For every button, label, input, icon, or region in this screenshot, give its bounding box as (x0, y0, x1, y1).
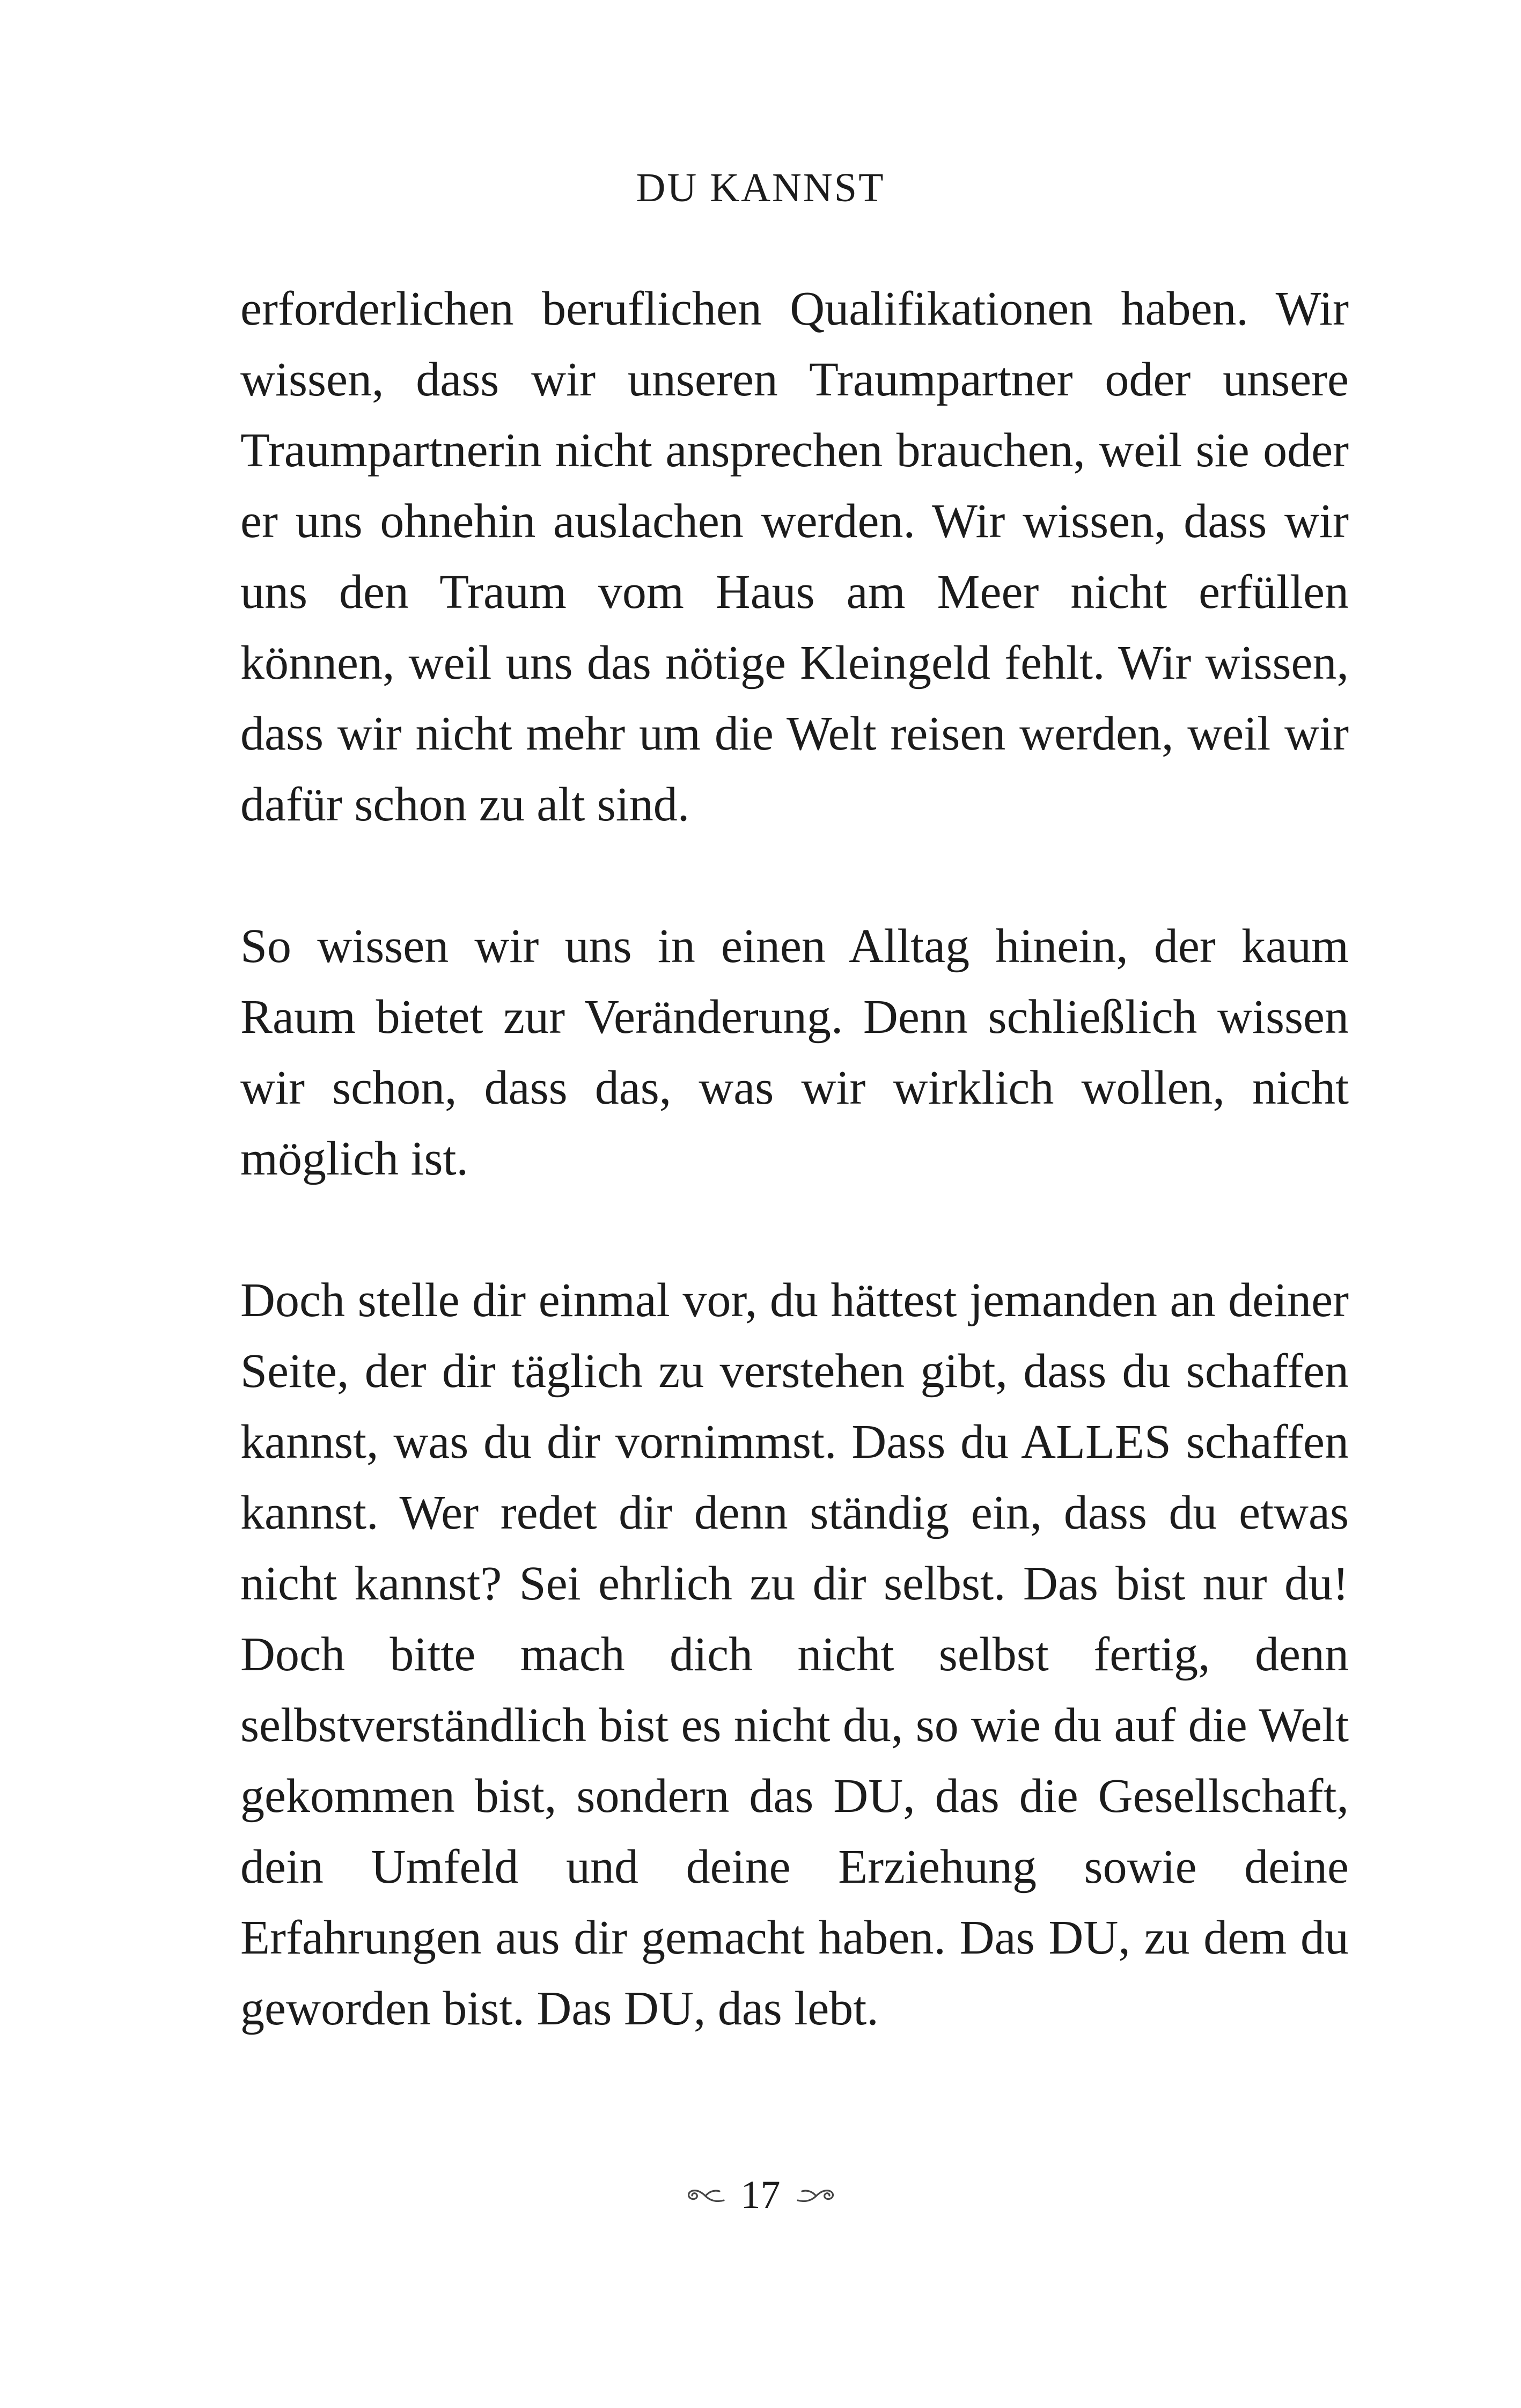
page-footer (0, 2175, 1521, 2215)
running-head: DU KANNST (636, 165, 885, 210)
paragraph-3: Doch stelle dir einmal vor, du hättest jemanden an deiner Seite, der dir täglich zu verstehen gibt, dass du schaffen kannst, was du dir vornimmst. Dass du ALLES schaffen kannst. Wer redet dir denn ständig ein, dass du etwas nicht kannst? Sei ehrlich zu dir selbst. Das bist nur du! Doch bitte mach dich nicht selbst fertig, denn selbstverständlich bist es nicht du, so wie du auf die Welt gekommen bist, sondern das DU, das die Gesellschaft, dein Umfeld und deine Erziehung sowie deine Erfahrungen aus dir gemacht haben. Das DU, zu dem du geworden bist. Das DU, das lebt. (240, 1274, 1349, 2035)
page-number: 17 (740, 2173, 781, 2217)
paragraph-1: erforderlichen beruflichen Qualifikationen haben. Wir wissen, dass wir unseren Traumpartner oder unsere Traumpartnerin nicht ansprechen brauchen, weil sie oder er uns ohnehin auslachen werden. Wir wissen, dass wir uns den Traum vom Haus am Meer nicht erfüllen können, weil uns das nötige Kleingeld fehlt. Wir wissen, dass wir nicht mehr um die Welt reisen werden, weil wir dafür schon zu alt sind. (240, 282, 1349, 831)
body-text (240, 274, 1349, 2044)
flourish-right-icon (796, 2184, 837, 2206)
flourish-left-icon (684, 2184, 726, 2206)
paragraph-2: So wissen wir uns in einen Alltag hinein, der kaum Raum bietet zur Veränderung. Denn schließlich wissen wir schon, dass das, was wir wirklich wollen, nicht möglich ist. (240, 920, 1349, 1185)
